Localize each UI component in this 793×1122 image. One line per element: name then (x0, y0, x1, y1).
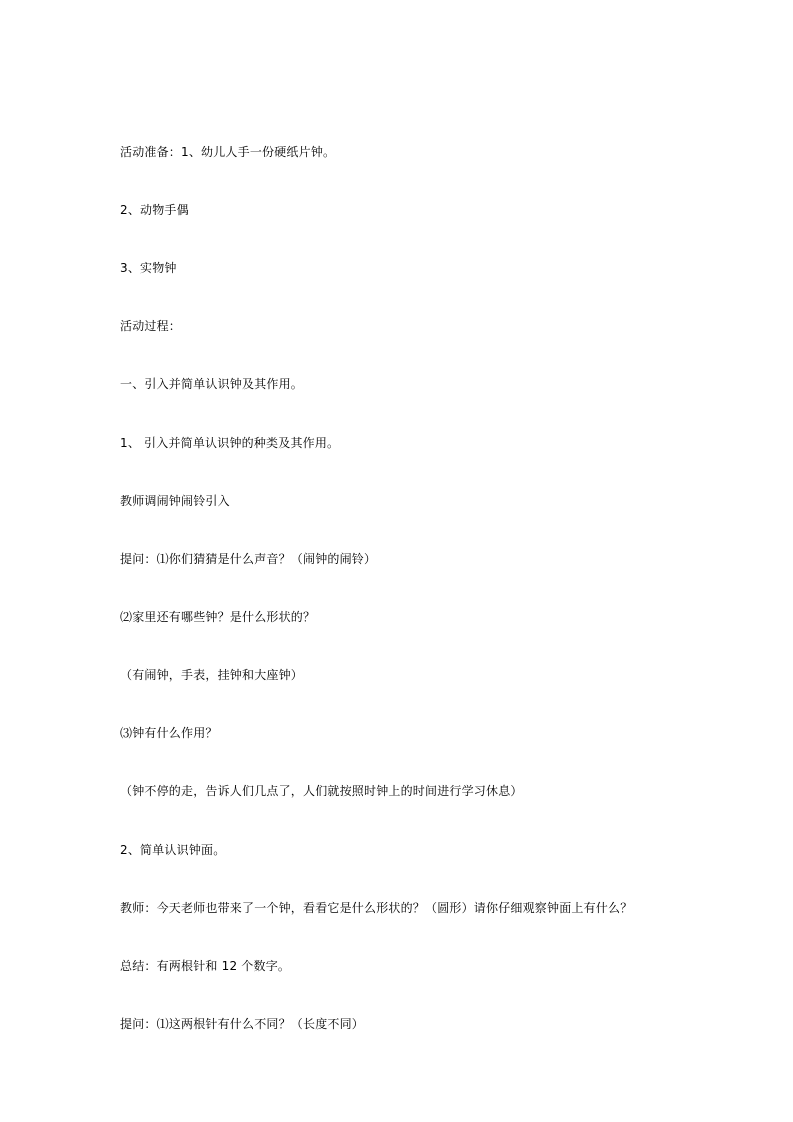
text-line-answer-clocks: （有闹钟，手表，挂钟和大座钟） (120, 668, 304, 682)
text-line-question-purpose: ⑶钟有什么作用？ (120, 726, 218, 740)
text-line-section-one: 一、引入并简单认识钟及其作用。 (120, 377, 304, 391)
text-line-teacher-alarm: 教师调闹钟闹铃引入 (120, 494, 230, 508)
text-line-activity-preparation: 活动准备：1、幼儿人手一份硬纸片钟。 (120, 145, 336, 159)
text-line-item-one: 1、 引入并简单认识钟的种类及其作用。 (120, 436, 340, 450)
text-line-real-clock: 3、实物钟 (120, 261, 177, 275)
text-line-question-hands: 提问：⑴这两根针有什么不同？（长度不同） (120, 1017, 365, 1031)
text-line-item-two: 2、简单认识钟面。 (120, 843, 226, 857)
text-line-question-sound: 提问：⑴你们猜猜是什么声音？（闹钟的闹铃） (120, 552, 377, 566)
text-line-answer-purpose: （钟不停的走，告诉人们几点了，人们就按照时钟上的时间进行学习休息） (120, 784, 523, 798)
text-line-summary: 总结：有两根针和 12 个数字。 (120, 959, 291, 973)
text-line-teacher-clock-face: 教师：今天老师也带来了一个钟，看看它是什么形状的？（圆形）请你仔细观察钟面上有什么？ (120, 901, 633, 915)
text-line-question-shapes: ⑵家里还有哪些钟？是什么形状的？ (120, 610, 316, 624)
text-line-animal-puppet: 2、动物手偶 (120, 203, 189, 217)
text-line-activity-process: 活动过程： (120, 319, 182, 333)
